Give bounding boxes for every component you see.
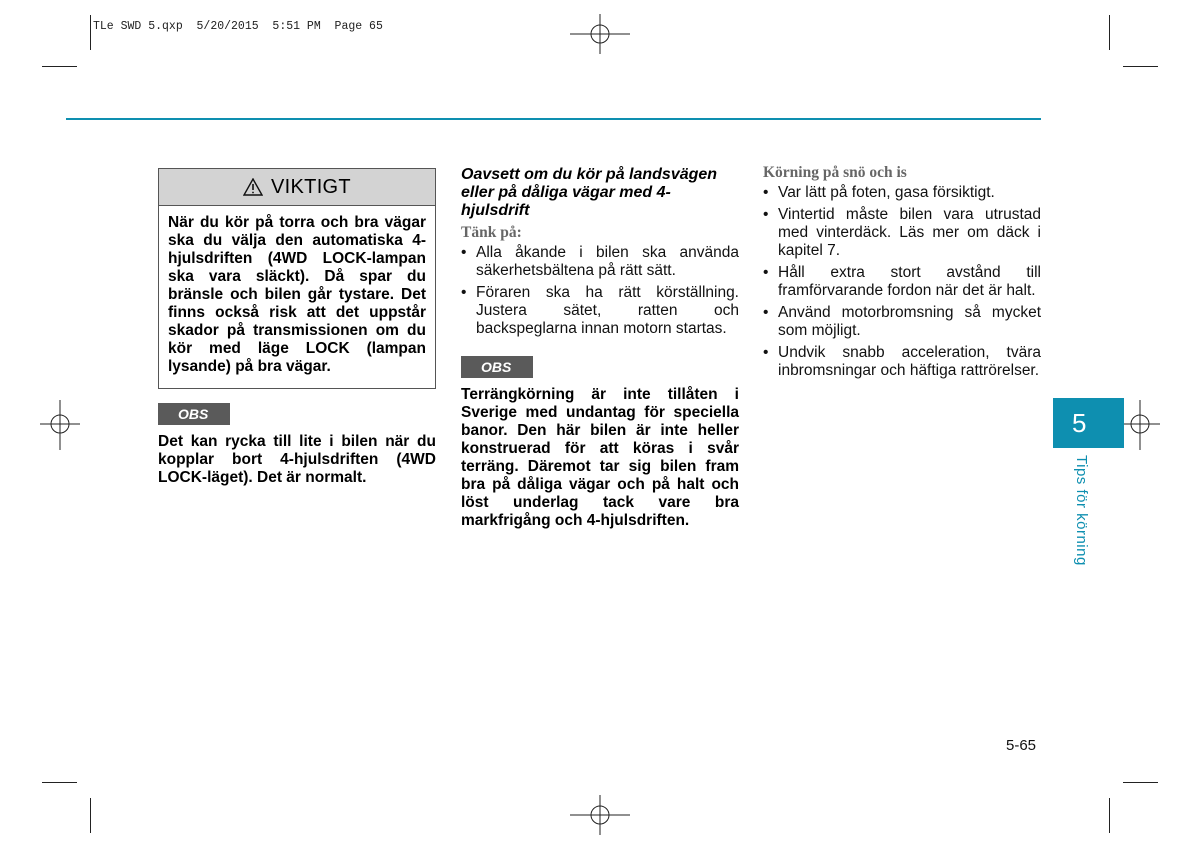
registration-mark-right bbox=[1120, 400, 1160, 450]
list-item: • Håll extra stort avstånd till framförvarande fordon när det är halt. bbox=[763, 264, 1041, 300]
section-heading-snow: Körning på snö och is bbox=[763, 164, 907, 181]
registration-mark-bottom bbox=[570, 795, 630, 835]
list-item: • Undvik snabb acceleration, tvära inbromsningar och häftiga rattrörelser. bbox=[763, 344, 1041, 380]
column-left bbox=[158, 160, 436, 487]
column-middle bbox=[461, 166, 739, 530]
warning-title: VIKTIGT bbox=[271, 175, 351, 198]
warning-header bbox=[159, 169, 435, 206]
list-item: • Var lätt på foten, gasa försiktigt. bbox=[763, 184, 1041, 202]
page-number: 5-65 bbox=[1006, 737, 1037, 754]
registration-mark-top bbox=[570, 14, 630, 54]
list-item: • Alla åkande i bilen ska använda säkerhetsbältena på rätt sätt. bbox=[461, 244, 739, 280]
obs-label: OBS bbox=[461, 356, 533, 378]
note-body: Terrängkörning är inte tillåten i Sverige med undantag för speciella banor. Den här bilen är inte heller konstruerad för att köras i svår terräng. Däremot tar sig bilen fram bra på dåliga vägar och på halt och löst underlag tack vare bra markfrigång och 4-hjulsdriften. bbox=[461, 386, 739, 529]
warning-body: När du kör på torra och bra vägar ska du välja den automatiska 4-hjulsdriften (4WD LOCK-lampan ska vara släckt). Då spar du bränsle och bilen går tystare. Det finns också risk att det uppstår skador på transmissionen om du kör med läge LOCK (lampan lysande) på bra vägar. bbox=[168, 214, 426, 375]
obs-label: OBS bbox=[158, 403, 230, 425]
list-item: • Föraren ska ha rätt körställning. Justera sätet, ratten och backspeglarna innan motorn startas. bbox=[461, 284, 739, 338]
header-rule bbox=[66, 118, 1041, 120]
section-heading-offroad: Oavsett om du kör på landsvägen eller på dåliga vägar med 4-hjulsdrift bbox=[461, 166, 718, 219]
chapter-number-tab: 5 bbox=[1053, 398, 1124, 448]
warning-box bbox=[158, 168, 436, 389]
column-right bbox=[763, 162, 1041, 384]
print-slug: TLe SWD 5.qxp 5/20/2015 5:51 PM Page 65 bbox=[93, 20, 383, 33]
registration-mark-left bbox=[40, 400, 80, 450]
snow-bullet-list bbox=[763, 184, 1041, 380]
note-body: Det kan rycka till lite i bilen när du kopplar bort 4-hjulsdriften (4WD LOCK-läget). Det är normalt. bbox=[158, 433, 436, 486]
chapter-title: Tips för körning bbox=[1073, 455, 1090, 566]
list-item: • Använd motorbromsning så mycket som möjligt. bbox=[763, 304, 1041, 340]
list-item: • Vintertid måste bilen vara utrustad med vinterdäck. Läs mer om däck i kapitel 7. bbox=[763, 206, 1041, 260]
section-subheading: Tänk på: bbox=[461, 224, 522, 241]
warning-triangle-icon bbox=[243, 178, 263, 196]
offroad-bullet-list bbox=[461, 244, 739, 338]
